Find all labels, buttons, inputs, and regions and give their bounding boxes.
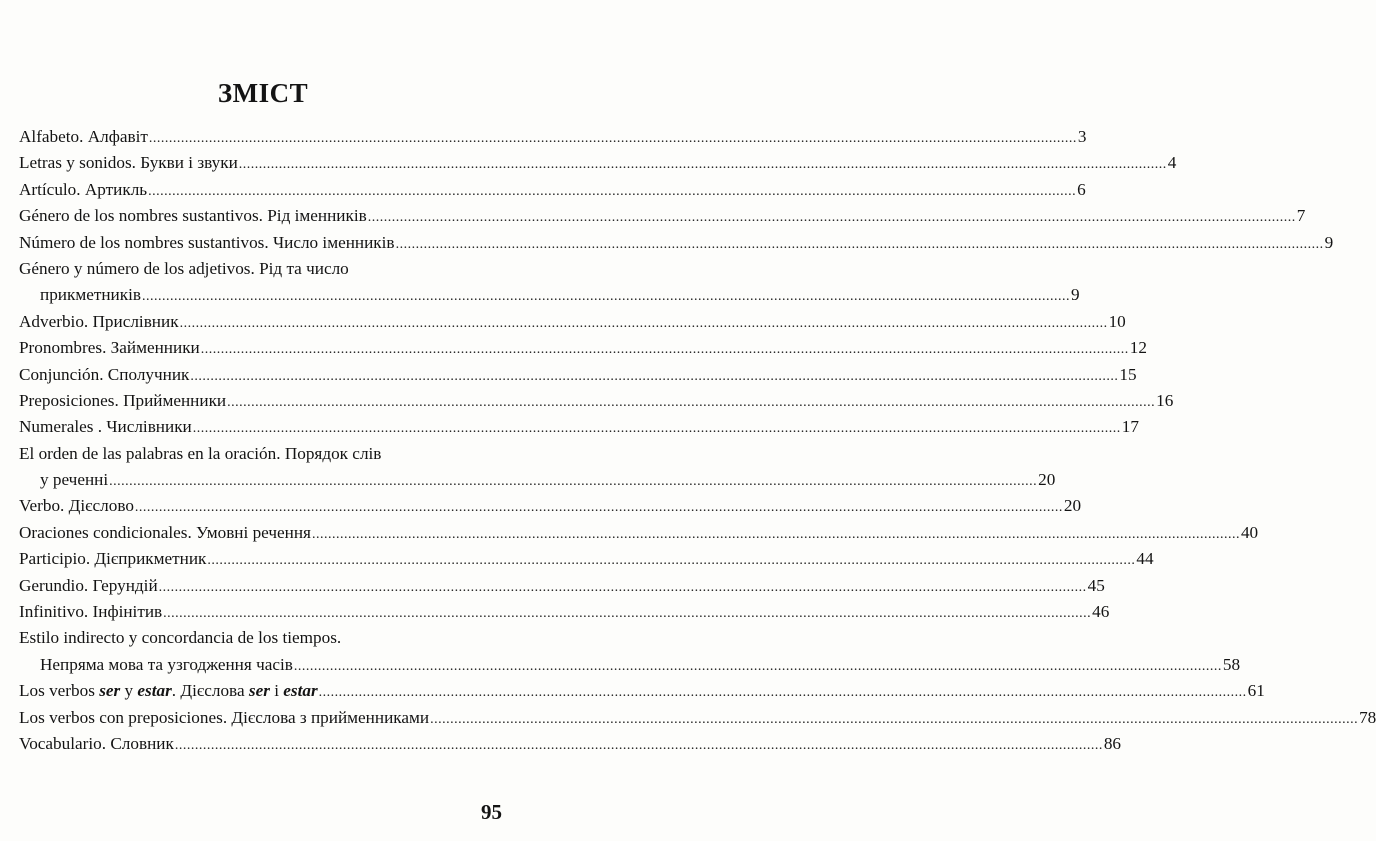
toc-entry-page: 40: [1240, 522, 1259, 542]
italic-word: ser: [99, 681, 121, 701]
text-fragment: . Дієслова: [171, 681, 249, 701]
toc-entry-text: Número de los nombres sustantivos. Число іменників: [19, 232, 395, 252]
page-number: 95: [481, 800, 502, 824]
dot-leader: [193, 418, 1121, 440]
toc-entry-text: Preposiciones. Прийменники: [19, 390, 227, 410]
toc-entry-conjuncion[interactable]: [19, 364, 1137, 386]
dot-leader: [312, 524, 1240, 546]
toc-entry-text-line2: прикметників: [40, 285, 141, 305]
toc-entry-page: 45: [1087, 575, 1105, 595]
toc-entry-text: Numerales . Числівники: [19, 417, 192, 437]
toc-entry-text-line2: у реченні: [40, 470, 109, 490]
dot-leader: [368, 207, 1296, 229]
toc-entry-gerundio[interactable]: [19, 575, 1105, 597]
toc-entry-page: 7: [1296, 206, 1306, 226]
dot-leader: [319, 682, 1247, 704]
toc-entry-text: Los verbos con preposiciones. Дієслова з прийменниками: [19, 707, 430, 727]
toc-entry-text: Artículo. Артикль: [19, 179, 148, 199]
toc-entry-page: 20: [1038, 470, 1056, 490]
toc-entry-text: Vocabulario. Словник: [19, 733, 174, 753]
dot-leader: [239, 154, 1167, 176]
toc-entry-text-line1: Estilo indirecto y concordancia de los tiempos.: [19, 628, 342, 648]
toc-entry-page: 17: [1121, 417, 1139, 437]
italic-word: ser: [248, 681, 270, 701]
toc-entry-page: 12: [1129, 338, 1147, 358]
toc-entry-text: Pronombres. Займенники: [19, 338, 200, 358]
toc-entry-text: Participio. Дієприкметник: [19, 549, 207, 569]
toc-entry-numero-sustantivos[interactable]: [19, 232, 1334, 254]
toc-entry-numerales[interactable]: [19, 416, 1139, 438]
dot-leader: [294, 656, 1222, 678]
dot-leader: [430, 709, 1358, 731]
dot-leader: [207, 550, 1135, 572]
text-fragment: y: [120, 681, 138, 701]
toc-entry-text: Género de los nombres sustantivos. Рід іменників: [19, 206, 367, 226]
toc-entry-page: 4: [1167, 153, 1177, 173]
toc-entry-articulo[interactable]: [19, 179, 1086, 201]
dot-leader: [135, 497, 1063, 519]
toc-entry-page: 16: [1156, 390, 1174, 410]
toc-entry-page: 46: [1092, 602, 1110, 622]
dot-leader: [163, 603, 1091, 625]
toc-entry-page: 15: [1119, 364, 1137, 384]
toc-entry-text: Oraciones condicionales. Умовні речення: [19, 522, 311, 542]
toc-entry-preposiciones[interactable]: [19, 390, 1174, 412]
toc-entry-text: Gerundio. Герундій: [19, 575, 158, 595]
toc-entry-verbo[interactable]: [19, 495, 1082, 517]
text-fragment: Los verbos: [19, 681, 100, 701]
toc-entry-page: 44: [1136, 549, 1154, 569]
dot-leader: [109, 471, 1037, 493]
toc-entry-estilo-indirecto[interactable]: [19, 627, 1241, 675]
dot-leader: [149, 128, 1077, 150]
toc-entry-page: 3: [1077, 127, 1087, 146]
dot-leader: [142, 286, 1070, 308]
toc-entry-text: Infinitivo. Інфінітив: [19, 602, 163, 622]
page-title: ЗМІСТ: [217, 78, 309, 108]
toc-entry-alfabeto[interactable]: [19, 126, 1087, 148]
toc-entry-letras[interactable]: [19, 152, 1177, 174]
toc-entry-text: Conjunción. Сполучник: [19, 364, 190, 384]
toc-entry-vocabulario[interactable]: [19, 733, 1122, 755]
toc-entry-text: Verbo. Дієслово: [19, 496, 134, 516]
text-fragment: і: [269, 681, 284, 701]
toc-entry-orden-palabras[interactable]: [19, 443, 1056, 491]
dot-leader: [175, 735, 1103, 757]
toc-entry-adverbio[interactable]: [19, 311, 1126, 333]
toc-entry-participio[interactable]: [19, 548, 1154, 570]
toc-entry-adjetivos[interactable]: [19, 258, 1080, 306]
toc-entry-page: 10: [1108, 311, 1126, 331]
toc-entry-infinitivo[interactable]: [19, 601, 1110, 623]
dot-leader: [190, 366, 1118, 388]
toc-entry-page: 61: [1247, 681, 1265, 701]
toc-entry-pronombres[interactable]: [19, 337, 1147, 359]
toc-entry-text: Adverbio. Прислівник: [19, 311, 179, 331]
toc-entry-oraciones-condicionales[interactable]: [19, 522, 1259, 544]
toc-entry-text-line1: Género y número de los adjetivos. Рід та число: [19, 258, 349, 278]
toc-entry-verbos-preposiciones[interactable]: [19, 707, 1376, 729]
dot-leader: [227, 392, 1155, 414]
dot-leader: [396, 234, 1324, 256]
italic-word: estar: [283, 681, 318, 701]
toc-entry-page: 58: [1222, 654, 1241, 674]
toc-entry-text: Alfabeto. Алфавіт: [19, 127, 148, 146]
toc-entry-genero-sustantivos[interactable]: [19, 205, 1306, 227]
toc-entry-ser-estar[interactable]: [19, 680, 1265, 702]
toc-entry-text: Letras y sonidos. Букви і звуки: [19, 153, 238, 173]
toc-entry-page: 9: [1324, 232, 1334, 252]
dot-leader: [159, 577, 1087, 599]
toc-entry-text-line2: Непряма мова та узгодження часів: [40, 654, 293, 674]
toc-entry-page: 78: [1359, 707, 1376, 727]
toc-entry-page: 20: [1063, 496, 1082, 516]
toc-entry-text: [19, 680, 318, 702]
dot-leader: [201, 339, 1129, 361]
toc-entry-text-line1: El orden de las palabras en la oración. Порядок слів: [19, 443, 382, 463]
toc-entry-page: 86: [1103, 733, 1122, 753]
toc-entry-page: 6: [1077, 179, 1086, 199]
table-of-contents: [19, 126, 1376, 759]
dot-leader: [148, 181, 1076, 203]
toc-entry-page: 9: [1071, 285, 1080, 305]
italic-word: estar: [137, 681, 172, 701]
dot-leader: [180, 313, 1108, 335]
